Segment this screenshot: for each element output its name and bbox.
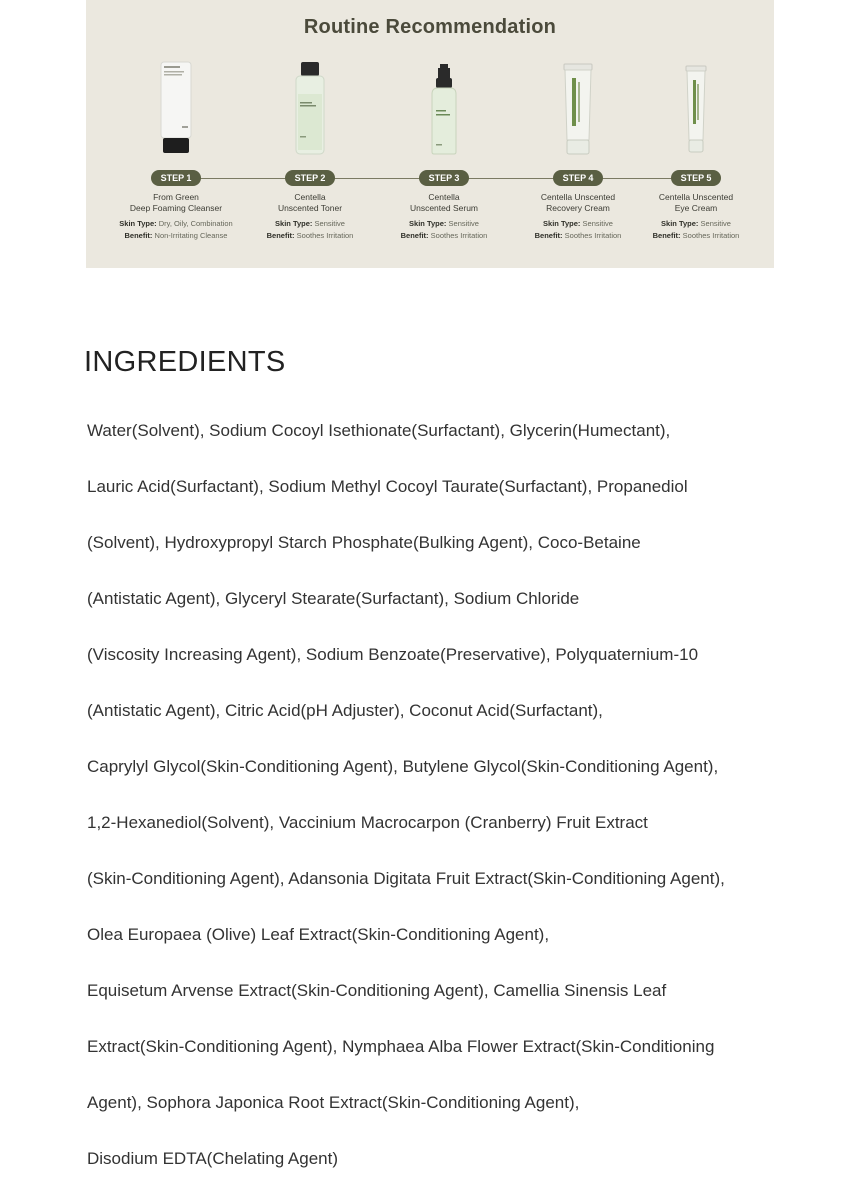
ingredients-list — [87, 389, 787, 1201]
step-badge: STEP 1 — [151, 170, 202, 186]
ingredients-line: Caprylyl Glycol(Skin-Conditioning Agent), Butylene Glycol(Skin-Conditioning Agent), — [87, 757, 719, 776]
product-name — [240, 192, 380, 214]
product-info — [626, 218, 766, 242]
skin-type-value: Sensitive — [448, 219, 479, 228]
routine-title: Routine Recommendation — [303, 16, 557, 38]
skin-type-label: Skin Type: — [275, 219, 313, 228]
ingredients-heading: INGREDIENTS — [84, 346, 286, 378]
product-info — [240, 218, 380, 242]
routine-step-3 — [374, 60, 514, 242]
routine-recommendation-panel — [86, 0, 774, 268]
ingredients-line: Disodium EDTA(Chelating Agent) — [87, 1149, 339, 1168]
product-name-line1: From Green — [153, 192, 199, 202]
benefit-value: Soothes Irritation — [296, 231, 354, 240]
ingredients-line: Agent), Sophora Japonica Root Extract(Skin-Conditioning Agent), — [87, 1093, 580, 1112]
skin-type-label: Skin Type: — [409, 219, 447, 228]
skin-type-value: Sensitive — [582, 219, 613, 228]
benefit-value: Soothes Irritation — [430, 231, 488, 240]
ingredients-line: Olea Europaea (Olive) Leaf Extract(Skin-Conditioning Agent), — [87, 925, 550, 944]
benefit-value: Soothes Irritation — [564, 231, 622, 240]
benefit-label: Benefit: — [652, 231, 681, 240]
product-name-line2: Unscented Toner — [277, 203, 343, 213]
product-name-line1: Centella Unscented — [658, 192, 734, 202]
product-name — [626, 192, 766, 214]
ingredients-line: Lauric Acid(Surfactant), Sodium Methyl Cocoyl Taurate(Surfactant), Propanediol — [87, 477, 688, 496]
product-info — [374, 218, 514, 242]
skin-type-label: Skin Type: — [119, 219, 157, 228]
benefit-value: Soothes Irritation — [682, 231, 740, 240]
serum-bottle-image — [374, 60, 514, 158]
skin-type-label: Skin Type: — [661, 219, 699, 228]
product-name-line2: Recovery Cream — [546, 203, 610, 213]
product-name-line2: Deep Foaming Cleanser — [129, 203, 223, 213]
routine-step-5 — [626, 60, 766, 242]
toner-bottle-image — [240, 60, 380, 158]
product-name-line1: Centella — [294, 192, 326, 202]
product-name — [106, 192, 246, 214]
step-badge: STEP 5 — [671, 170, 722, 186]
product-name — [374, 192, 514, 214]
benefit-value: Non-Irritating Cleanse — [154, 231, 228, 240]
ingredients-line: (Skin-Conditioning Agent), Adansonia Digitata Fruit Extract(Skin-Conditioning Agent), — [87, 869, 725, 888]
ingredients-line: Extract(Skin-Conditioning Agent), Nymphaea Alba Flower Extract(Skin-Conditioning — [87, 1037, 715, 1056]
step-badge: STEP 4 — [553, 170, 604, 186]
ingredients-line: (Solvent), Hydroxypropyl Starch Phosphate(Bulking Agent), Coco-Betaine — [87, 533, 641, 552]
skin-type-value: Sensitive — [700, 219, 731, 228]
step-badge: STEP 3 — [419, 170, 470, 186]
ingredients-line: Equisetum Arvense Extract(Skin-Conditioning Agent), Camellia Sinensis Leaf — [87, 981, 667, 1000]
ingredients-line: (Antistatic Agent), Citric Acid(pH Adjuster), Coconut Acid(Surfactant), — [87, 701, 603, 720]
ingredients-line: (Viscosity Increasing Agent), Sodium Benzoate(Preservative), Polyquaternium-10 — [87, 645, 699, 664]
eye-cream-tube-image — [626, 60, 766, 158]
step-badge: STEP 2 — [285, 170, 336, 186]
ingredients-line: (Antistatic Agent), Glyceryl Stearate(Surfactant), Sodium Chloride — [87, 589, 580, 608]
ingredients-line: 1,2-Hexanediol(Solvent), Vaccinium Macrocarpon (Cranberry) Fruit Extract — [87, 813, 648, 832]
product-name-line2: Eye Cream — [674, 203, 718, 213]
benefit-label: Benefit: — [266, 231, 295, 240]
product-info — [106, 218, 246, 242]
benefit-label: Benefit: — [400, 231, 429, 240]
skin-type-value: Sensitive — [314, 219, 345, 228]
cleanser-tube-image — [106, 60, 246, 158]
ingredients-line: Water(Solvent), Sodium Cocoyl Isethionate(Surfactant), Glycerin(Humectant), — [87, 421, 671, 440]
benefit-label: Benefit: — [534, 231, 563, 240]
skin-type-label: Skin Type: — [543, 219, 581, 228]
skin-type-value: Dry, Oily, Combination — [158, 219, 233, 228]
benefit-label: Benefit: — [124, 231, 153, 240]
routine-step-2 — [240, 60, 380, 242]
routine-step-1 — [106, 60, 246, 242]
product-name-line1: Centella — [428, 192, 460, 202]
product-name-line2: Unscented Serum — [409, 203, 479, 213]
product-name-line1: Centella Unscented — [540, 192, 616, 202]
